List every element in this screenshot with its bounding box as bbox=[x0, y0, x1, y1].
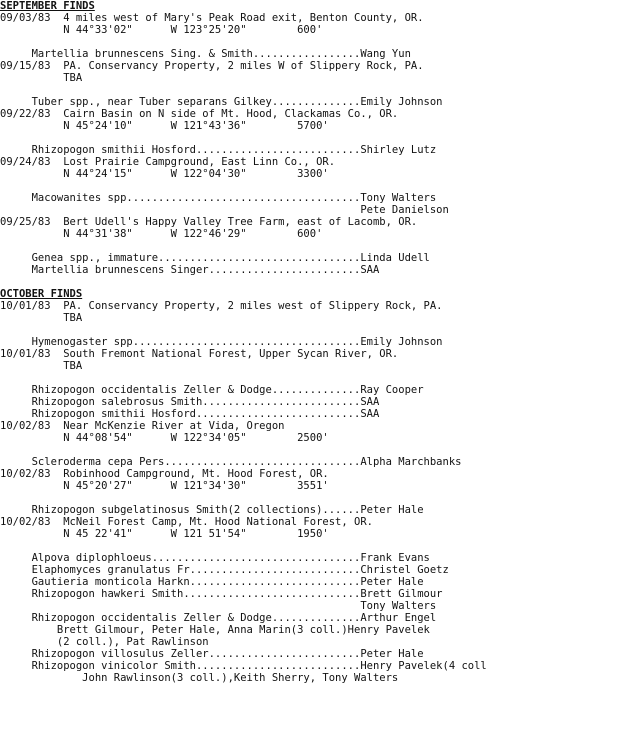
find-item: Gautieria monticola Harkn...........................Peter Hale bbox=[0, 576, 424, 588]
find-item: Rhizopogon occidentalis Zeller & Dodge..............Ray Cooper bbox=[0, 384, 424, 396]
text-line bbox=[0, 540, 636, 552]
find-item: Scleroderma cepa Pers...............................Alpha Marchbanks bbox=[0, 456, 462, 468]
text-line bbox=[0, 180, 636, 192]
entry-coords: N 44°24'15" W 122°04'30" 3300' bbox=[0, 168, 329, 180]
entry-coords: TBA bbox=[0, 360, 83, 372]
find-item: Martellia brunnescens Sing. & Smith.................Wang Yun bbox=[0, 48, 411, 60]
entry-coords: N 44°33'02" W 123°25'20" 600' bbox=[0, 24, 323, 36]
find-item-cont: Brett Gilmour, Peter Hale, Anna Marin(3 coll.)Henry Pavelek bbox=[0, 624, 430, 636]
entry-coords: N 44°31'38" W 122°46'29" 600' bbox=[0, 228, 323, 240]
find-item: Elaphomyces granulatus Fr...........................Christel Goetz bbox=[0, 564, 449, 576]
entry-location: 10/01/83 South Fremont National Forest, Upper Sycan River, OR. bbox=[0, 348, 399, 360]
find-item: Tuber spp., near Tuber separans Gilkey..............Emily Johnson bbox=[0, 96, 443, 108]
find-item: Martellia brunnescens Singer........................SAA bbox=[0, 264, 380, 276]
entry-coords: N 45°20'27" W 121°34'30" 3551' bbox=[0, 480, 329, 492]
find-item: Rhizopogon occidentalis Zeller & Dodge..............Arthur Engel bbox=[0, 612, 437, 624]
entry-location: 10/01/83 PA. Conservancy Property, 2 miles west of Slippery Rock, PA. bbox=[0, 300, 443, 312]
text-line bbox=[0, 132, 636, 144]
find-item: Genea spp., immature................................Linda Udell bbox=[0, 252, 430, 264]
text-line bbox=[0, 36, 636, 48]
find-item-cont: John Rawlinson(3 coll.),Keith Sherry, Tony Walters bbox=[0, 672, 399, 684]
find-item: Alpova diplophloeus.................................Frank Evans bbox=[0, 552, 430, 564]
entry-coords: N 45°24'10" W 121°43'36" 5700' bbox=[0, 120, 329, 132]
entry-location: 09/24/83 Lost Prairie Campground, East Linn Co., OR. bbox=[0, 156, 336, 168]
entry-location: 09/03/83 4 miles west of Mary's Peak Road exit, Benton County, OR. bbox=[0, 12, 424, 24]
entry-location: 10/02/83 Robinhood Campground, Mt. Hood Forest, OR. bbox=[0, 468, 329, 480]
text-line bbox=[0, 492, 636, 504]
entry-coords: N 44°08'54" W 122°34'05" 2500' bbox=[0, 432, 329, 444]
entry-location: 10/02/83 Near McKenzie River at Vida, Oregon bbox=[0, 420, 285, 432]
find-item: Rhizopogon salebrosus Smith.........................SAA bbox=[0, 396, 380, 408]
find-item: Hymenogaster spp....................................Emily Johnson bbox=[0, 336, 443, 348]
entry-coords: TBA bbox=[0, 312, 83, 324]
find-item-cont: (2 coll.), Pat Rawlinson bbox=[0, 636, 209, 648]
find-item: Rhizopogon smithii Hosford..........................Shirley Lutz bbox=[0, 144, 437, 156]
text-line bbox=[0, 444, 636, 456]
text-line bbox=[0, 324, 636, 336]
entry-location: 09/22/83 Cairn Basin on N side of Mt. Hood, Clackamas Co., OR. bbox=[0, 108, 399, 120]
text-line bbox=[0, 276, 636, 288]
find-item: Rhizopogon hawkeri Smith............................Brett Gilmour bbox=[0, 588, 443, 600]
entry-location: 10/02/83 McNeil Forest Camp, Mt. Hood National Forest, OR. bbox=[0, 516, 373, 528]
entry-coords: N 45 22'41" W 121 51'54" 1950' bbox=[0, 528, 329, 540]
find-item: Rhizopogon vinicolor Smith..........................Henry Pavelek(4 coll bbox=[0, 660, 487, 672]
text-line bbox=[0, 84, 636, 96]
section-header: OCTOBER FINDS bbox=[0, 288, 83, 300]
section-header: SEPTEMBER FINDS bbox=[0, 0, 95, 12]
find-item: Macowanites spp.....................................Tony Walters bbox=[0, 192, 437, 204]
find-item: Rhizopogon smithii Hosford..........................SAA bbox=[0, 408, 380, 420]
find-item: Tony Walters bbox=[0, 600, 437, 612]
text-line bbox=[0, 372, 636, 384]
entry-location: 09/25/83 Bert Udell's Happy Valley Tree Farm, east of Lacomb, OR. bbox=[0, 216, 418, 228]
entry-location: 09/15/83 PA. Conservancy Property, 2 miles W of Slippery Rock, PA. bbox=[0, 60, 424, 72]
find-item: Rhizopogon subgelatinosus Smith(2 collections)......Peter Hale bbox=[0, 504, 424, 516]
find-item: Rhizopogon villosulus Zeller........................Peter Hale bbox=[0, 648, 424, 660]
entry-coords: TBA bbox=[0, 72, 83, 84]
text-line bbox=[0, 240, 636, 252]
find-item: Pete Danielson bbox=[0, 204, 449, 216]
